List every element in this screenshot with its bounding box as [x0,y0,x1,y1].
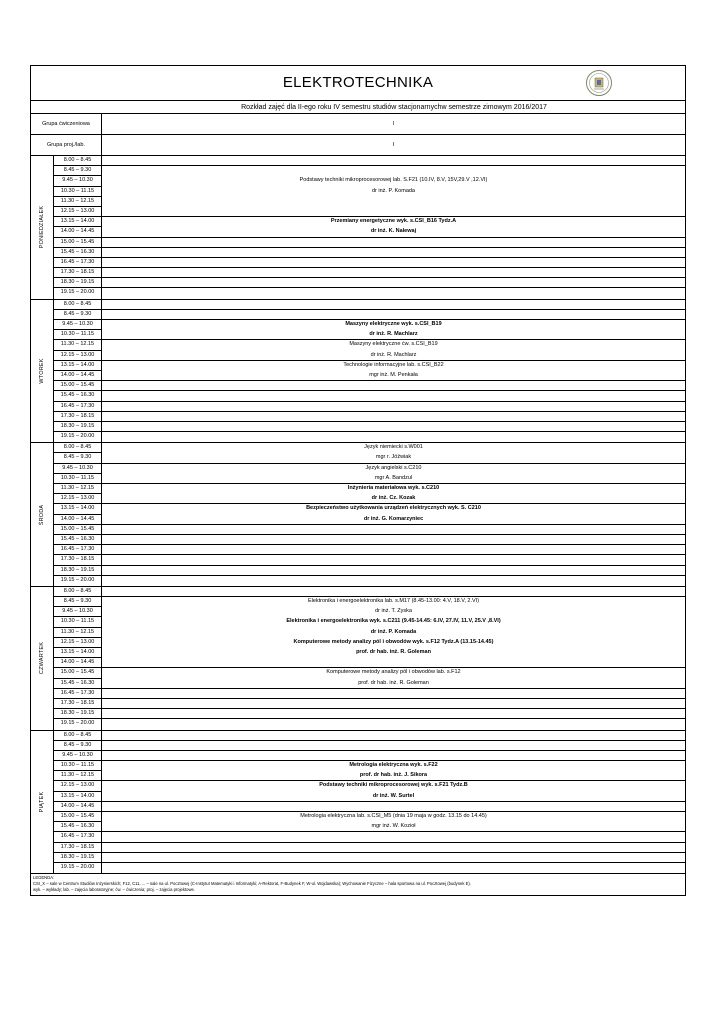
class-entry [102,658,685,668]
time-slot: 13.15 – 14.00 [54,648,101,658]
time-slot: 15.45 – 16.30 [54,822,101,832]
class-entry: prof. dr hab. inż. R. Goleman [102,679,685,689]
legend [31,874,685,895]
day-name: CZWARTEK [39,642,45,675]
class-entry [102,587,685,597]
class-entry: mgr r. Jóźwiak [102,453,685,463]
class-entry: Metrologia elektryczna wyk. s.F22 [349,762,438,769]
class-entry [102,566,685,576]
class-entry [102,741,685,751]
day-block [31,443,685,587]
class-entry [102,207,685,217]
time-slot: 15.45 – 16.30 [54,535,101,545]
class-entry: dr inż. P. Komada [370,628,417,635]
time-slot: 15.45 – 16.30 [54,248,101,258]
class-column [102,300,685,443]
class-entry: dr inż. R. Machlarz [102,351,685,361]
time-slot: 11.30 – 12.15 [54,771,101,781]
time-slot: 9.45 – 10.30 [54,464,101,474]
group-value: I [392,142,395,148]
class-entry: Przemiany energetyczne wyk. s.CSI_B16 Tydz.A [330,218,457,225]
day-label [31,731,54,874]
class-entry [102,843,685,853]
time-column [54,300,102,443]
class-entry: dr inż. T. Zyska [375,608,412,615]
class-entry: Komputerowe metody analizy pól i obwodów wyk. s.F12 Tydz.A (13.15-14.45) [293,638,494,645]
schedule-sheet [30,65,686,896]
time-slot: 18.30 – 19.15 [54,278,101,288]
time-slot: 8.00 – 8.45 [54,156,101,166]
legend-heading: LEGENDA: [33,875,55,881]
class-entry: dr inż. Cz. Kozak [102,494,685,504]
class-entry: Podstawy techniki mikroprocesorowej wyk. s.F21 Tydz.B [319,782,468,789]
time-column [54,443,102,586]
group-row [31,114,685,135]
class-entry: mgr A. Bandzul [102,474,685,484]
day-block [31,731,685,875]
day-name: WTOREK [39,358,45,384]
time-slot: 13.15 – 14.00 [54,792,101,802]
group-row [31,135,685,156]
time-slot: 11.30 – 12.15 [54,197,101,207]
day-label [31,443,54,586]
class-entry [102,238,685,248]
time-slot: 14.00 – 14.45 [54,515,101,525]
time-slot: 17.30 – 18.15 [54,699,101,709]
class-entry: Maszyny elektryczne ćw. s.CSI_B19 [349,341,438,348]
time-slot: 19.15 – 20.00 [60,720,95,727]
day-label [31,156,54,299]
class-entry: dr inż. R. Machlarz [102,330,685,340]
class-entry [102,751,685,761]
time-slot: 8.45 – 9.30 [54,597,101,607]
class-entry: prof. dr hab. inż. R. Goleman [356,649,431,655]
legend-line-2: wyk. – wykłady; lab. – zajęcia laboratoryjne; ćw. – ćwiczenia; proj. – zajęcia projektowe. [33,887,195,893]
class-entry: mgr inż. W. Kozioł [102,822,685,832]
class-entry [102,719,685,729]
time-slot: 18.30 – 19.15 [54,853,101,863]
class-entry: mgr inż. M. Penkała [102,371,685,381]
time-slot: 10.30 – 11.15 [54,761,101,771]
time-slot: 11.30 – 12.15 [54,340,101,350]
class-column [102,587,685,730]
time-slot: 12.15 – 13.00 [54,781,101,791]
group-value: I [392,121,395,127]
class-entry [102,412,685,422]
day-name: ŚRODA [39,504,45,525]
time-slot: 15.00 – 15.45 [54,381,101,391]
class-entry: prof. dr hab. inż. J. Sikora [102,771,685,781]
group-label: Grupa proj./lab. [31,135,102,155]
time-column [54,587,102,730]
class-entry: dr inż. K. Nalewaj [102,227,685,237]
legend-line-1: CSI_X – sale w Centrum Studiów Inżynierskich; F12, C11, ... – sale na ul. Pocztowej (C-Instytut Matematyki i Informatyki; A-Rektorat, F-Budynek F, W-ul. Wojdawska); Wychowanie Fizyczne – hala sportowa na ul. Pocztowej (budynek E). [33,881,471,887]
time-column [54,731,102,874]
class-entry: Maszyny elektryczne wyk. s.CSI_B19 [345,321,442,327]
time-slot: 9.45 – 10.30 [54,607,101,617]
class-entry: dr inż. W. Surtel [102,792,685,802]
class-entry [102,689,685,699]
day-block [31,587,685,731]
time-slot: 15.45 – 16.30 [54,391,101,401]
day-name: PIĄTEK [39,791,45,813]
time-slot: 16.45 – 17.30 [54,832,101,842]
class-entry [102,525,685,535]
class-entry [102,278,685,288]
class-entry [102,731,685,741]
class-entry [102,288,685,298]
day-label [31,587,54,730]
time-slot: 16.45 – 17.30 [54,689,101,699]
time-slot: 9.45 – 10.30 [54,176,101,186]
time-slot: 19.15 – 20.00 [60,433,95,440]
time-slot: 8.45 – 9.30 [54,453,101,463]
time-slot: 15.00 – 15.45 [54,525,101,535]
class-entry [102,863,685,873]
time-slot: 10.30 – 11.15 [54,617,101,627]
time-slot: 19.15 – 20.00 [60,576,95,583]
class-column [102,443,685,586]
class-entry [102,576,685,586]
time-slot: 14.00 – 14.45 [54,802,101,812]
day-block [31,300,685,444]
time-slot: 15.00 – 15.45 [54,812,101,822]
time-slot: 18.30 – 19.15 [54,709,101,719]
class-entry: Technologie informacyjne lab. s.CSI_B22 [343,361,444,368]
class-entry: Język niemiecki s.W001 [364,444,423,451]
time-slot: 17.30 – 18.15 [54,555,101,565]
title-row [31,66,685,101]
class-entry [102,545,685,555]
class-entry [102,300,685,310]
time-slot: 8.00 – 8.45 [54,587,101,597]
time-slot: 17.30 – 18.15 [54,412,101,422]
time-slot: 15.45 – 16.30 [54,679,101,689]
class-entry: Podstawy techniki mikroprocesorowej lab. S.F21 (10.IV, 8.V, 15V,29.V ,12.VI) [299,177,488,184]
time-column [54,156,102,299]
time-slot: 8.00 – 8.45 [54,443,101,453]
time-slot: 8.45 – 9.30 [54,166,101,176]
class-entry [102,802,685,812]
time-slot: 12.15 – 13.00 [54,494,101,504]
time-slot: 10.30 – 11.15 [54,187,101,197]
day-name: PONIEDZIAŁEK [39,206,45,249]
class-entry [102,391,685,401]
class-column [102,156,685,299]
class-entry [102,432,685,442]
time-slot: 11.30 – 12.15 [54,628,101,638]
time-slot: 12.15 – 13.00 [54,638,101,648]
time-slot: 8.45 – 9.30 [54,741,101,751]
time-slot: 13.15 – 14.00 [54,217,101,227]
page-title: ELEKTROTECHNIKA [282,74,434,91]
time-slot: 15.00 – 15.45 [54,668,101,678]
time-slot: 14.00 – 14.45 [54,658,101,668]
class-entry [102,832,685,842]
class-entry [102,310,685,320]
time-slot: 13.15 – 14.00 [54,361,101,371]
class-entry: dr inż. P. Komada [371,187,415,194]
time-slot: 12.15 – 13.00 [54,207,101,217]
time-slot: 12.15 – 13.00 [54,351,101,361]
time-slot: 9.45 – 10.30 [54,320,101,330]
class-entry [102,402,685,412]
class-entry [102,555,685,565]
class-entry [102,258,685,268]
time-slot: 19.15 – 20.00 [60,863,95,870]
time-slot: 13.15 – 14.00 [54,504,101,514]
class-entry [102,699,685,709]
class-entry [102,268,685,278]
time-slot: 18.30 – 19.15 [54,422,101,432]
class-entry: Elektronika i energoelektronika lab. s.M17 (8.45-13.00: 4.V, 18.V, 2.VI) [307,598,480,605]
time-slot: 16.45 – 17.30 [54,545,101,555]
class-entry [102,853,685,863]
class-entry: Język angielski s.C210 [365,464,422,471]
subtitle: Rozkład zajęć dla II-ego roku IV semestru studiów stacjonarnychw semestrze zimowym 2016/2017 [31,101,685,114]
class-entry [102,422,685,432]
class-column [102,731,685,874]
time-slot: 16.45 – 17.30 [54,258,101,268]
class-entry: Elektronika i energoelektronika wyk. s.C211 (9.45-14.45: 6.IV, 27.IV, 11.V, 25.V ,8.VI) [286,618,501,625]
class-entry [102,381,685,391]
university-seal-icon [585,68,613,98]
time-slot: 15.00 – 15.45 [54,238,101,248]
class-entry: Bezpieczeństwo użytkowania urządzeń elektrycznych wyk. S. C210 [306,505,481,512]
day-label [31,300,54,443]
class-entry [102,248,685,258]
day-block [31,156,685,300]
time-slot: 14.00 – 14.45 [54,371,101,381]
class-entry: Metrologia elektryczna lab. s.CSI_M5 (dnia 19 maja w godz. 13.15 do 14.45) [300,813,487,819]
class-entry: dr inż. G. Komarzyniec [102,515,685,525]
group-label: Grupa ćwiczeniowa [31,114,102,134]
class-entry: Komputerowe metody analizy pól i obwodów lab. s.F12 [326,669,461,676]
time-slot: 10.30 – 11.15 [54,330,101,340]
time-slot: 17.30 – 18.15 [54,843,101,853]
time-slot: 11.30 – 12.15 [54,484,101,494]
time-slot: 8.00 – 8.45 [54,300,101,310]
class-entry [102,166,685,176]
class-entry [102,197,685,207]
time-slot: 16.45 – 17.30 [54,402,101,412]
time-slot: 8.00 – 8.45 [54,731,101,741]
class-entry [102,535,685,545]
class-entry: Inżynieria materiałowa wyk. s.C210 [347,485,440,491]
time-slot: 10.30 – 11.15 [54,474,101,484]
time-slot: 17.30 – 18.15 [54,268,101,278]
time-slot: 9.45 – 10.30 [54,751,101,761]
time-slot: 18.30 – 19.15 [54,566,101,576]
time-slot: 8.45 – 9.30 [54,310,101,320]
time-slot: 19.15 – 20.00 [60,289,95,296]
class-entry [102,709,685,719]
class-entry [102,156,685,166]
time-slot: 14.00 – 14.45 [54,227,101,237]
